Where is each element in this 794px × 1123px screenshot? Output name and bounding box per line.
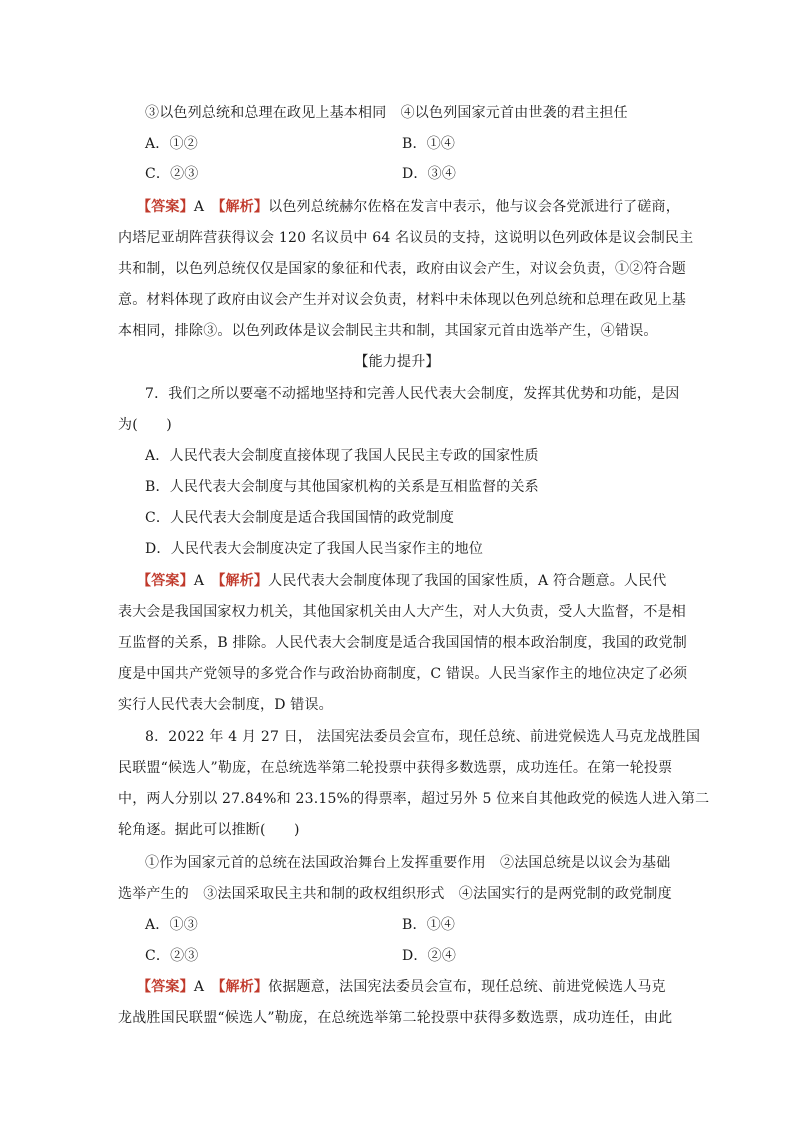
q6-analysis-line: 内塔尼亚胡阵营获得议会 120 名议员中 64 名议员的支持，这说明以色列政体是议会制民主 (118, 230, 694, 246)
q8-option-b: B．①④ (402, 917, 456, 933)
analysis-text: 人民代表大会制度体现了我国的国家性质，A 符合题意。人民代 (268, 573, 667, 589)
answer-value: A (193, 573, 205, 589)
answer-value: A (193, 979, 205, 995)
q8-answer-line (137, 977, 666, 997)
analysis-text: 依据题意，法国宪法委员会宣布，现任总统、前进党候选人马克 (268, 979, 666, 995)
analysis-tag: 【解析】 (218, 573, 269, 589)
q6-option-a: A．①② (145, 136, 198, 152)
analysis-text: 以色列总统赫尔佐格在发言中表示，他与议会各党派进行了磋商， (268, 199, 680, 215)
q7-stem-line: 7．我们之所以要毫不动摇地坚持和完善人民代表大会制度，发挥其优势和功能，是因 (145, 386, 680, 402)
q8-option-a: A．①③ (145, 917, 198, 933)
q7-answer-line (137, 571, 667, 591)
q6-analysis-line: 共和制，以色列总统仅仅是国家的象征和代表，政府由议会产生，对议会负责，①②符合题 (118, 261, 686, 277)
q7-option-a: A．人民代表大会制度直接体现了我国人民民主专政的国家性质 (145, 448, 539, 464)
q7-option-d: D．人民代表大会制度决定了我国人民当家作主的地位 (145, 541, 484, 557)
answer-tag: 【答案】 (137, 199, 194, 215)
q7-analysis-line: 表大会是我国国家权力机关，其他国家机关由人大产生，对人大负责，受人大监督，不是相 (118, 604, 686, 620)
q7-analysis-line: 实行人民代表大会制度，D 错误。 (118, 697, 333, 713)
q7-stem-line: 为( ) (118, 417, 172, 433)
q8-stem-line: 民联盟“候选人”勒庞，在总统选举第二轮投票中获得多数选票，成功连任。在第一轮投票 (118, 760, 673, 776)
q6-statement-line: ③以色列总统和总理在政见上基本相同 ④以色列国家元首由世袭的君主担任 (145, 105, 628, 121)
q6-option-d: D．③④ (402, 166, 457, 182)
q8-statement-line: ①作为国家元首的总统在法国政治舞台上发挥重要作用 ②法国总统是以议会为基础 (145, 855, 671, 871)
analysis-tag: 【解析】 (218, 979, 269, 995)
answer-value: A (193, 199, 205, 215)
q6-analysis-line: 意。材料体现了政府由议会产生并对议会负责，材料中未体现以色列总统和总理在政见上基 (118, 292, 686, 308)
q7-analysis-line: 互监督的关系，B 排除。人民代表大会制度是适合我国国情的根本政治制度，我国的政党制 (118, 635, 687, 651)
q7-analysis-line: 度是中国共产党领导的多党合作与政治协商制度，C 错误。人民当家作主的地位决定了必须 (118, 666, 688, 682)
answer-tag: 【答案】 (137, 979, 194, 995)
q7-option-c: C．人民代表大会制度是适合我国国情的政党制度 (145, 510, 455, 526)
q6-analysis-line: 本相同，排除③。以色列政体是议会制民主共和制，其国家元首由选举产生，④错误。 (118, 323, 658, 339)
q7-option-b: B．人民代表大会制度与其他国家机构的关系是互相监督的关系 (145, 479, 539, 495)
q8-statement-line: 选举产生的 ③法国采取民主共和制的政权组织形式 ④法国实行的是两党制的政党制度 (118, 886, 672, 902)
q6-answer-line (137, 197, 680, 217)
section-title: 【能力提升】 (354, 354, 440, 370)
answer-tag: 【答案】 (137, 573, 194, 589)
q8-stem-line: 中，两人分别以 27.84%和 23.15%的得票率，超过另外 5 位来自其他政党的候选人进入第二 (118, 791, 710, 807)
q8-option-d: D．②④ (402, 948, 457, 964)
analysis-tag: 【解析】 (218, 199, 269, 215)
q8-stem-line: 8．2022 年 4 月 27 日， 法国宪法委员会宣布，现任总统、前进党候选人马克龙战胜国 (145, 729, 701, 745)
q8-analysis-line: 龙战胜国民联盟“候选人”勒庞，在总统选举第二轮投票中获得多数选票，成功连任，由此 (118, 1010, 673, 1026)
q6-option-b: B．①④ (402, 136, 456, 152)
q8-option-c: C．②③ (145, 948, 199, 964)
q8-stem-line: 轮角逐。据此可以推断( ) (118, 822, 300, 838)
q6-option-c: C．②③ (145, 166, 199, 182)
